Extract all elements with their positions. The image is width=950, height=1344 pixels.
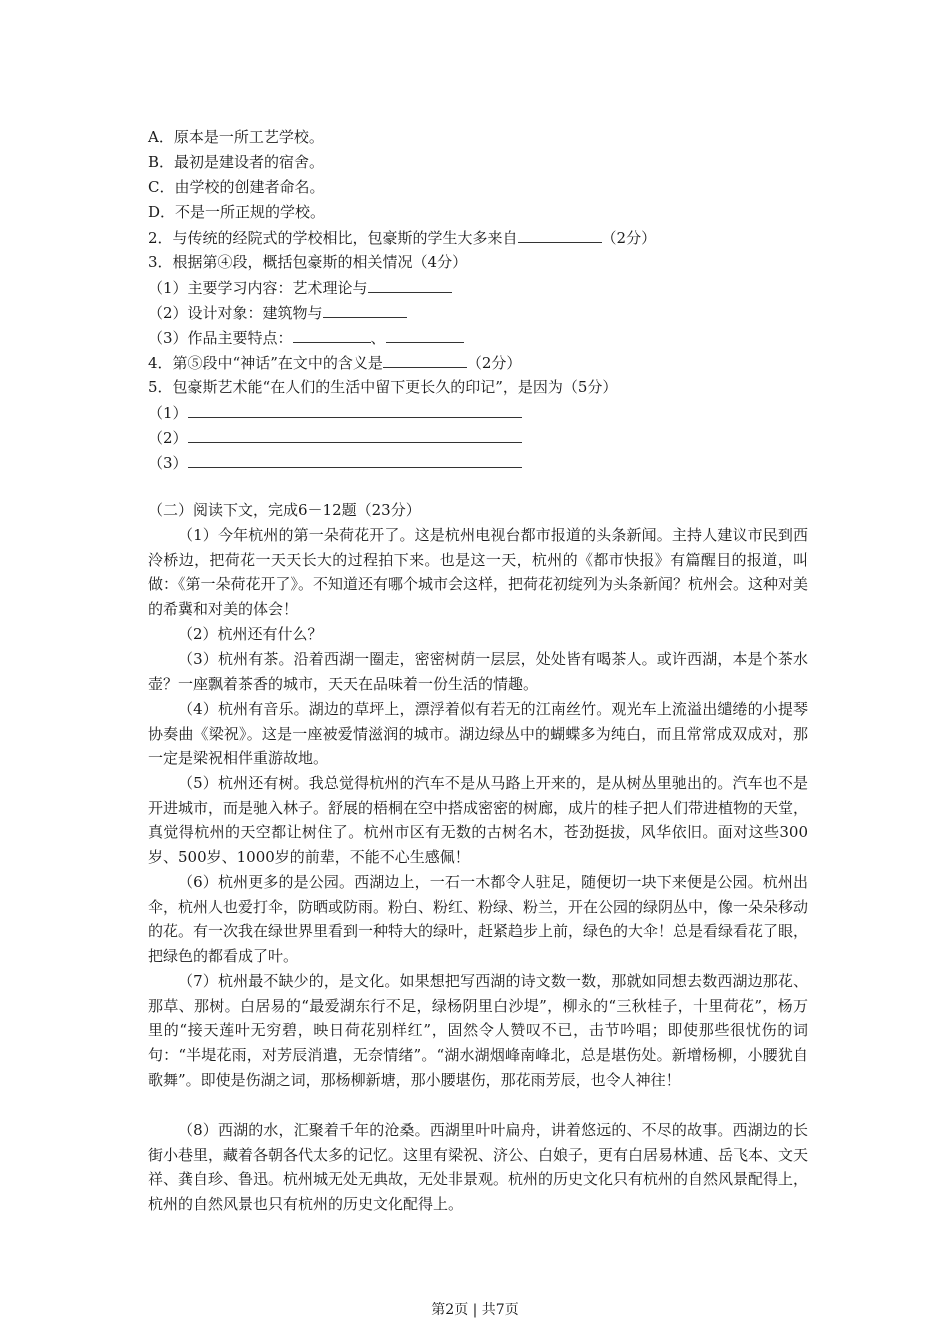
- article-paragraph-4: （4）杭州有音乐。湖边的草坪上，漂浮着似有若无的江南丝竹。观光车上流溢出缱绻的小提琴协奏曲《梁祝》。这是一座被爱情滋润的城市。湖边绿丛中的蝴蝶多为纯白，而且常常成双成对，那一定是梁祝相伴重游故地。: [148, 700, 808, 768]
- answer-blank: [386, 327, 464, 343]
- question-3-sub1: [148, 277, 452, 298]
- article-paragraph-7: （7）杭州最不缺少的，是文化。如果想把写西湖的诗文数一数，那就如同想去数西湖边那花、那草、那树。白居易的“最爱湖东行不足，绿杨阴里白沙堤”，柳永的“三秋桂子，十里荷花”，杨万里的“接天莲叶无穷碧，映日荷花别样红”，固然令人赞叹不已，击节吟唱；即使那些很忧伤的词句：“半堤花雨，对芳辰消遣，无奈情绪”。“湖水湖烟峰南峰北，总是堪伤处。新增杨柳，小腰犹自歌舞”。即使是伤湖之词，那杨柳新塘，那小腰堪伤，那花雨芳辰，也令人神往！: [148, 972, 808, 1089]
- question-2-text: 2．与传统的经院式的学校相比，包豪斯的学生大多来自: [148, 229, 518, 247]
- answer-line: [188, 427, 522, 443]
- separator: 、: [370, 329, 386, 347]
- question-3-sub1-text: （1）主要学习内容：艺术理论与: [148, 279, 368, 297]
- answer-blank: [518, 227, 602, 243]
- article-paragraph-1: （1）今年杭州的第一朵荷花开了。这是杭州电视台都市报道的头条新闻。主持人建议市民到西泠桥边，把荷花一天天长大的过程拍下来。也是这一天，杭州的《都市快报》有篇醒目的报道，叫做：《第一朵荷花开了》。不知道还有哪个城市会这样，把荷花初绽列为头条新闻？杭州会。这种对美的希冀和对美的体会！: [148, 526, 809, 619]
- answer-blank: [323, 302, 407, 318]
- option-a: A．原本是一所工艺学校。: [148, 128, 324, 146]
- question-5-item-label: （2）: [148, 429, 188, 447]
- answer-blank: [383, 352, 467, 368]
- question-4-text: 4．第⑤段中“神话”在文中的含义是: [148, 354, 383, 372]
- article-paragraph-3: （3）杭州有茶。沿着西湖一圈走，密密树荫一层层，处处皆有喝茶人。或许西湖，本是个茶水壶？一座飘着茶香的城市，天天在品味着一份生活的情趣。: [148, 650, 808, 693]
- question-2-score: （2分）: [601, 229, 657, 247]
- answer-blank: [368, 277, 452, 293]
- question-2: [148, 227, 656, 248]
- question-5-item-label: （1）: [148, 404, 188, 422]
- question-4-score: （2分）: [466, 354, 522, 372]
- article-paragraph-2: （2）杭州还有什么？: [178, 625, 323, 643]
- answer-line: [188, 402, 522, 418]
- page-footer: 第2页 | 共7页: [431, 1302, 519, 1318]
- option-c: C．由学校的创建者命名。: [148, 178, 325, 196]
- article-paragraph-8: （8）西湖的水，汇聚着千年的沧桑。西湖里叶叶扁舟，讲着悠远的、不尽的故事。西湖边的长街小巷里，藏着各朝各代太多的记忆。这里有梁祝、济公、白娘子，更有白居易林逋、岳飞本、文天祥、龚自珍、鲁迅。杭州城无处无典故，无处非景观。杭州的历史文化只有杭州的自然风景配得上，杭州的自然风景也只有杭州的历史文化配得上。: [148, 1121, 809, 1214]
- question-4: [148, 352, 521, 373]
- answer-blank: [293, 327, 371, 343]
- article-paragraph-6: （6）杭州更多的是公园。西湖边上，一石一木都令人驻足，随便切一块下来便是公园。杭州出伞，杭州人也爱打伞，防晒或防雨。粉白、粉红、粉绿、粉兰，开在公园的绿阴丛中，像一朵朵移动的花。有一次我在绿世界里看到一种特大的绿叶，赶紧趋步上前，绿色的大伞！总是看绿看花了眼，把绿色的都看成了叶。: [148, 873, 809, 966]
- question-3-sub3-text: （3）作品主要特点：: [148, 329, 293, 347]
- question-5-item-1: [148, 402, 522, 423]
- question-3-sub2-text: （2）设计对象：建筑物与: [148, 304, 323, 322]
- question-3-sub2: [148, 302, 407, 323]
- question-5: 5．包豪斯艺术能“在人们的生活中留下更长久的印记”，是因为（5分）: [148, 378, 618, 396]
- section-heading: （二）阅读下文，完成6－12题（23分）: [148, 501, 421, 519]
- question-5-item-label: （3）: [148, 454, 188, 472]
- option-b: B．最初是建设者的宿舍。: [148, 153, 325, 171]
- question-5-item-3: [148, 452, 522, 473]
- option-d: D．不是一所正规的学校。: [148, 203, 326, 221]
- answer-line: [188, 452, 522, 468]
- question-3: 3．根据第④段，概括包豪斯的相关情况（4分）: [148, 253, 468, 271]
- question-5-item-2: [148, 427, 522, 448]
- article-paragraph-5: （5）杭州还有树。我总觉得杭州的汽车不是从马路上开来的，是从树丛里驰出的。汽车也不是开进城市，而是驰入林子。舒展的梧桐在空中搭成密密的树廊，成片的桂子把人们带进植物的天堂，真觉得杭州的天空都让树住了。杭州市区有无数的古树名木，苍劲挺拔，风华依旧。面对这些300岁、500岁、1000岁的前辈，不能不心生感佩！: [148, 774, 809, 867]
- question-3-sub3: [148, 327, 464, 348]
